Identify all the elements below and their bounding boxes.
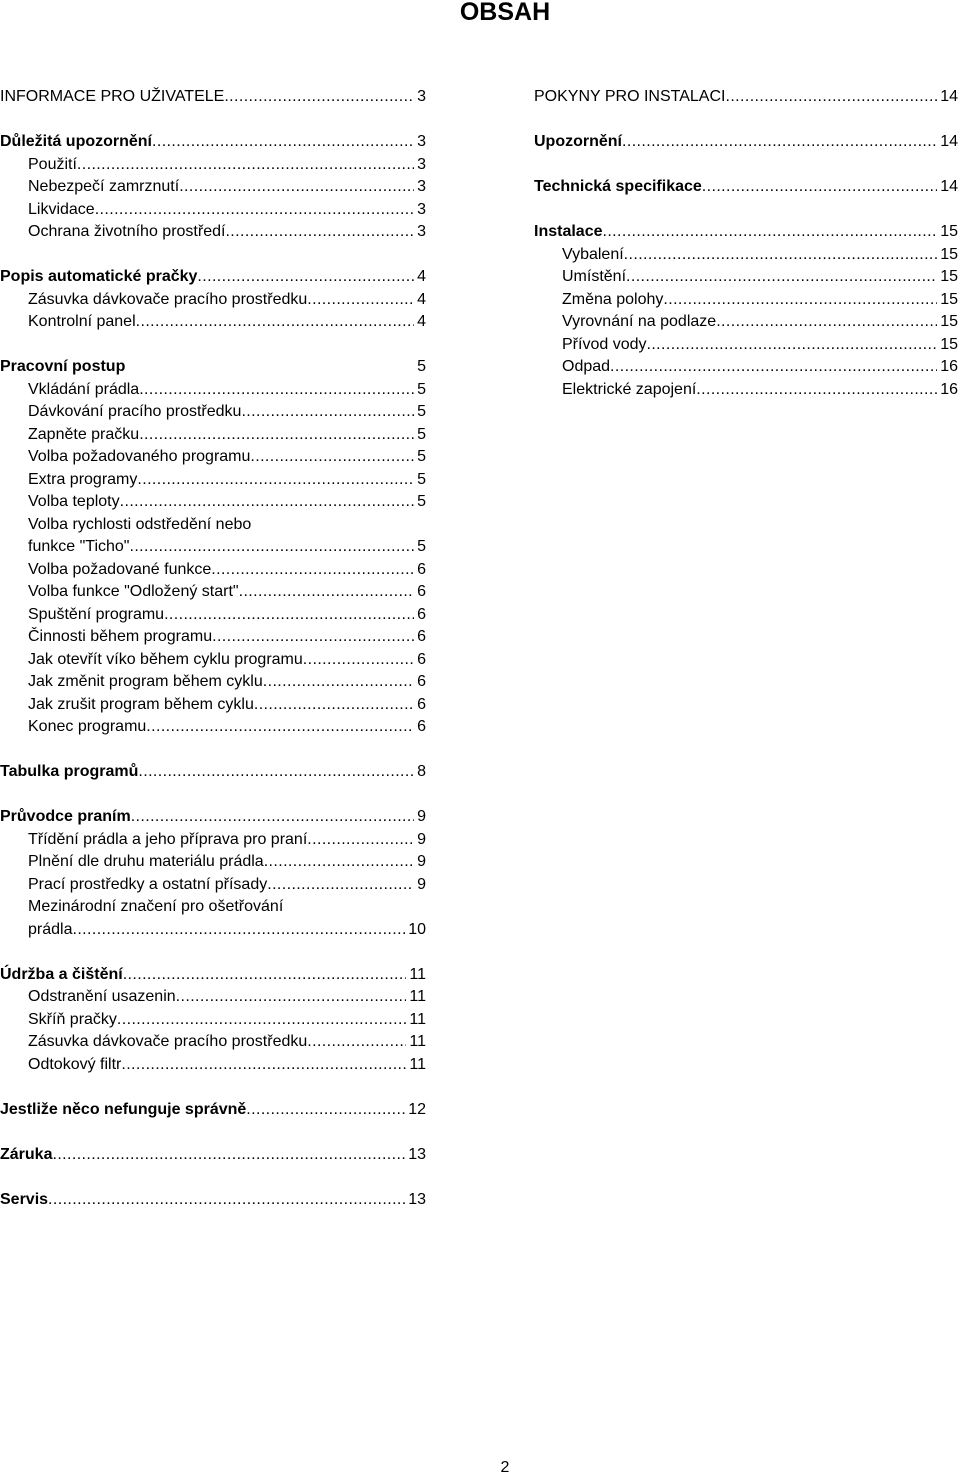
toc-entry-label: prádla (28, 920, 73, 938)
toc-entry-page: 6 (417, 583, 426, 600)
toc-entry-label: Jak změnit program během cyklu (28, 673, 263, 690)
toc-entry[interactable] (0, 851, 426, 874)
toc-entry[interactable] (0, 1099, 426, 1122)
toc-entry-page: 3 (417, 200, 426, 218)
toc-entry[interactable] (0, 671, 426, 694)
toc-dot-leader (696, 379, 937, 402)
toc-entry-label: INFORMACE PRO UŽIVATELE (0, 88, 225, 105)
toc-dot-leader (139, 379, 414, 402)
toc-dot-leader (77, 154, 414, 177)
toc-dot-leader (139, 424, 414, 447)
toc-entry-page: 6 (417, 560, 426, 578)
toc-entry-page: 15 (940, 335, 958, 353)
toc-entry[interactable] (0, 176, 426, 199)
toc-column-left (0, 86, 426, 1211)
toc-entry[interactable] (0, 289, 426, 312)
toc-dot-leader (136, 311, 414, 334)
toc-dot-leader (152, 131, 414, 154)
toc-dot-leader (250, 446, 414, 469)
toc-entry-label: Popis automatické pračky (0, 268, 198, 285)
toc-entry[interactable] (0, 964, 426, 987)
toc-entry-label: Zásuvka dávkovače pracího prostředku (28, 290, 308, 308)
toc-entry[interactable] (534, 131, 958, 154)
toc-entry-label: Zásuvka dávkovače pracího prostředku (28, 1033, 308, 1050)
toc-entry-label: Pracovní postup (0, 358, 126, 375)
page-number: 2 (500, 1459, 510, 1476)
toc-entry-page: 16 (940, 358, 958, 375)
toc-dot-leader (610, 356, 937, 379)
toc-entry-page: 3 (417, 155, 426, 173)
toc-entry-label: Vyrovnání na podlaze (562, 313, 717, 330)
toc-entry-page: 16 (940, 380, 958, 398)
toc-entry-label: Odstranění usazenin (28, 988, 176, 1005)
toc-entry[interactable] (0, 1189, 426, 1212)
toc-entry[interactable] (534, 334, 958, 357)
toc-entry-label: Průvodce praním (0, 808, 131, 825)
toc-entry-page: 6 (417, 718, 426, 735)
toc-entry-label: Elektrické zapojení (562, 380, 697, 398)
toc-entry-label: Tabulka programů (0, 763, 139, 780)
toc-dot-leader (164, 604, 414, 627)
toc-entry-page: 6 (417, 650, 426, 668)
toc-entry-label: Kontrolní panel (28, 313, 136, 330)
toc-entry[interactable] (0, 1144, 426, 1167)
toc-dot-leader (225, 221, 414, 244)
toc-entry-page: 15 (940, 268, 958, 285)
toc-entry-page: 14 (940, 133, 958, 150)
toc-entry-page: 3 (417, 88, 426, 105)
toc-entry-page: 10 (408, 920, 426, 938)
toc-entry[interactable] (534, 289, 958, 312)
toc-entry-page: 14 (940, 178, 958, 195)
toc-entry-page: 4 (417, 290, 426, 308)
toc-entry[interactable] (0, 829, 426, 852)
toc-entry[interactable] (0, 716, 426, 739)
toc-entry-page: 13 (408, 1190, 426, 1208)
toc-entry-label: Servis (0, 1190, 49, 1208)
toc-entry[interactable] (0, 401, 426, 424)
toc-dot-leader (254, 694, 414, 717)
toc-entry[interactable] (0, 694, 426, 717)
toc-entry[interactable] (0, 581, 426, 604)
toc-entry-page: 9 (417, 875, 426, 893)
toc-entry-label: Nebezpečí zamrznutí (28, 178, 180, 195)
toc-entry-label: Jestliže něco nefunguje správně (0, 1100, 247, 1118)
toc-entry-page: 3 (417, 178, 426, 195)
toc-entry-label: Údržba a čištění (0, 965, 123, 983)
toc-entry-label: Ochrana životního prostředí (28, 223, 226, 240)
toc-entry-page: 5 (417, 493, 426, 510)
toc-entry-page: 6 (417, 605, 426, 623)
toc-entry-page: 15 (940, 313, 958, 330)
toc-entry[interactable] (0, 446, 426, 469)
toc-entry[interactable] (0, 604, 426, 627)
toc-entry-label: Mezinárodní značení pro ošetřování (28, 898, 284, 915)
toc-entry[interactable] (0, 1009, 426, 1032)
toc-entry-label: Vkládání prádla (28, 380, 140, 398)
toc-dot-leader (602, 221, 937, 244)
toc-dot-leader (267, 874, 414, 897)
toc-entry[interactable] (0, 86, 426, 109)
toc-entry-label: POKYNY PRO INSTALACI (534, 88, 726, 105)
toc-dot-leader (176, 986, 407, 1009)
toc-entry-page: 11 (409, 1033, 426, 1050)
toc-entry-label: Upozornění (534, 133, 622, 150)
toc-entry-label: Volba funkce "Odložený start" (28, 583, 239, 600)
toc-entry-page: 9 (417, 808, 426, 825)
toc-dot-leader (626, 266, 937, 289)
toc-dot-leader (95, 199, 414, 222)
toc-entry-page: 5 (417, 358, 426, 375)
toc-dot-leader (646, 334, 937, 357)
toc-entry-page: 15 (940, 245, 958, 263)
toc-dot-leader (624, 244, 938, 267)
toc-entry-page: 15 (940, 290, 958, 308)
toc-entry[interactable] (0, 514, 426, 537)
toc-entry-label: Odpad (562, 358, 611, 375)
toc-entry[interactable] (0, 1031, 426, 1054)
toc-entry[interactable] (534, 379, 958, 402)
toc-entry-label: Prací prostředky a ostatní přísady (28, 875, 268, 893)
toc-dot-leader (239, 581, 415, 604)
toc-dot-leader (716, 311, 937, 334)
toc-entry-page: 6 (417, 628, 426, 645)
toc-entry-page: 15 (940, 223, 958, 240)
toc-entry-page: 8 (417, 763, 426, 780)
toc-entry-label: Extra programy (28, 470, 138, 488)
toc-dot-leader (52, 1144, 405, 1167)
toc-entry-label: Zapněte pračku (28, 425, 140, 443)
toc-dot-leader (212, 626, 414, 649)
toc-entry-label: Jak zrušit program během cyklu (28, 695, 254, 713)
toc-entry[interactable] (534, 311, 958, 334)
toc-entry-label: Změna polohy (562, 290, 664, 308)
toc-dot-leader (307, 289, 414, 312)
toc-entry-page: 5 (417, 470, 426, 488)
toc-dot-leader (224, 86, 414, 109)
toc-entry[interactable] (0, 536, 426, 559)
toc-dot-leader (241, 401, 414, 424)
toc-dot-leader (137, 469, 414, 492)
toc-entry[interactable] (0, 131, 426, 154)
toc-entry-page: 9 (417, 830, 426, 848)
toc-entry-page: 5 (417, 380, 426, 398)
toc-entry[interactable] (0, 154, 426, 177)
toc-entry-label: Konec programu (28, 718, 147, 735)
toc-entry-page: 5 (417, 448, 426, 465)
toc-entry-page: 5 (417, 403, 426, 420)
toc-entry-page: 11 (409, 1055, 426, 1073)
toc-entry-label: Instalace (534, 223, 603, 240)
toc-entry-label: Volba požadované funkce (28, 560, 212, 578)
toc-entry[interactable] (534, 266, 958, 289)
toc-entry[interactable] (0, 199, 426, 222)
toc-entry[interactable] (0, 221, 426, 244)
toc-entry-page: 14 (940, 88, 958, 105)
toc-entry[interactable] (0, 266, 426, 289)
toc-entry[interactable] (0, 311, 426, 334)
toc-entry-label: Volba požadovaného programu (28, 448, 251, 465)
toc-dot-leader (146, 716, 414, 739)
toc-entry[interactable] (0, 806, 426, 829)
toc-dot-leader (72, 919, 405, 942)
toc-dot-leader (307, 1031, 406, 1054)
toc-dot-leader (211, 559, 414, 582)
toc-entry-page: 4 (417, 313, 426, 330)
toc-entry[interactable] (0, 649, 426, 672)
toc-entry-page: 6 (417, 673, 426, 690)
toc-dot-leader (129, 536, 414, 559)
toc-entry[interactable] (0, 1054, 426, 1077)
toc-entry-label: Jak otevřít víko během cyklu programu (28, 650, 303, 668)
toc-entry[interactable] (0, 626, 426, 649)
toc-entry-page: 11 (409, 988, 426, 1005)
toc-dot-leader (123, 964, 407, 987)
page-title: OBSAH (459, 0, 551, 26)
toc-entry[interactable] (534, 221, 958, 244)
toc-dot-leader (120, 491, 414, 514)
toc-entry-page: 11 (409, 1010, 426, 1028)
toc-entry-label: Odtokový filtr (28, 1055, 122, 1073)
toc-dot-leader (48, 1189, 405, 1212)
toc-column-right (534, 86, 958, 401)
toc-entry-label: Přívod vody (562, 335, 647, 353)
toc-entry-label: Činnosti během programu (28, 628, 213, 645)
toc-dot-leader (263, 671, 414, 694)
toc-dot-leader (179, 176, 414, 199)
toc-entry-label: Třídění prádla a jeho příprava pro praní (28, 830, 308, 848)
toc-entry[interactable] (534, 176, 958, 199)
toc-entry-label: Spuštění programu (28, 605, 165, 623)
toc-entry-label: Plnění dle druhu materiálu prádla (28, 853, 264, 870)
toc-entry-label: Záruka (0, 1145, 53, 1163)
toc-entry-page: 3 (417, 223, 426, 240)
toc-entry-page: 13 (408, 1145, 426, 1163)
toc-entry-page: 4 (417, 268, 426, 285)
toc-dot-leader (131, 806, 414, 829)
toc-entry-page: 12 (408, 1100, 426, 1118)
toc-entry[interactable] (0, 491, 426, 514)
toc-dot-leader (663, 289, 937, 312)
toc-entry[interactable] (0, 919, 426, 942)
toc-entry-label: Umístění (562, 268, 627, 285)
toc-dot-leader (197, 266, 414, 289)
toc-dot-leader (117, 1009, 406, 1032)
toc-dot-leader (121, 1054, 406, 1077)
toc-entry-page: 5 (417, 538, 426, 555)
toc-entry-page: 11 (409, 965, 426, 983)
toc-entry[interactable] (0, 986, 426, 1009)
toc-entry-label: Likvidace (28, 200, 95, 218)
toc-entry[interactable] (0, 379, 426, 402)
toc-entry[interactable] (0, 356, 426, 379)
toc-entry[interactable] (534, 356, 958, 379)
toc-dot-leader (307, 829, 414, 852)
toc-entry[interactable] (534, 86, 958, 109)
toc-entry[interactable] (0, 761, 426, 784)
toc-entry-label: Volba teploty (28, 493, 120, 510)
toc-entry-label: Důležitá upozornění (0, 133, 152, 150)
toc-entry-label: Vybalení (562, 245, 624, 263)
toc-dot-leader (264, 851, 414, 874)
toc-dot-leader (303, 649, 414, 672)
toc-entry-page: 5 (417, 425, 426, 443)
toc-entry-label: Použití (28, 155, 77, 173)
toc-entry-page: 3 (417, 133, 426, 150)
toc-entry-label: Technická specifikace (534, 178, 702, 195)
toc-dot-leader (138, 761, 414, 784)
toc-dot-leader (702, 176, 937, 199)
toc-dot-leader (246, 1099, 405, 1122)
toc-entry[interactable] (0, 559, 426, 582)
toc-entry-label: funkce "Ticho" (28, 538, 130, 555)
toc-entry-page: 6 (417, 695, 426, 713)
toc-entry-label: Skříň pračky (28, 1010, 117, 1028)
toc-entry[interactable] (534, 244, 958, 267)
toc-entry-label: Dávkování pracího prostředku (28, 403, 242, 420)
toc-entry[interactable] (0, 469, 426, 492)
toc-entry[interactable] (0, 896, 426, 919)
toc-entry[interactable] (0, 424, 426, 447)
toc-entry-label: Volba rychlosti odstředění nebo (28, 515, 252, 533)
toc-entry-page: 9 (417, 853, 426, 870)
toc-entry[interactable] (0, 874, 426, 897)
toc-dot-leader (725, 86, 937, 109)
toc-dot-leader (622, 131, 937, 154)
